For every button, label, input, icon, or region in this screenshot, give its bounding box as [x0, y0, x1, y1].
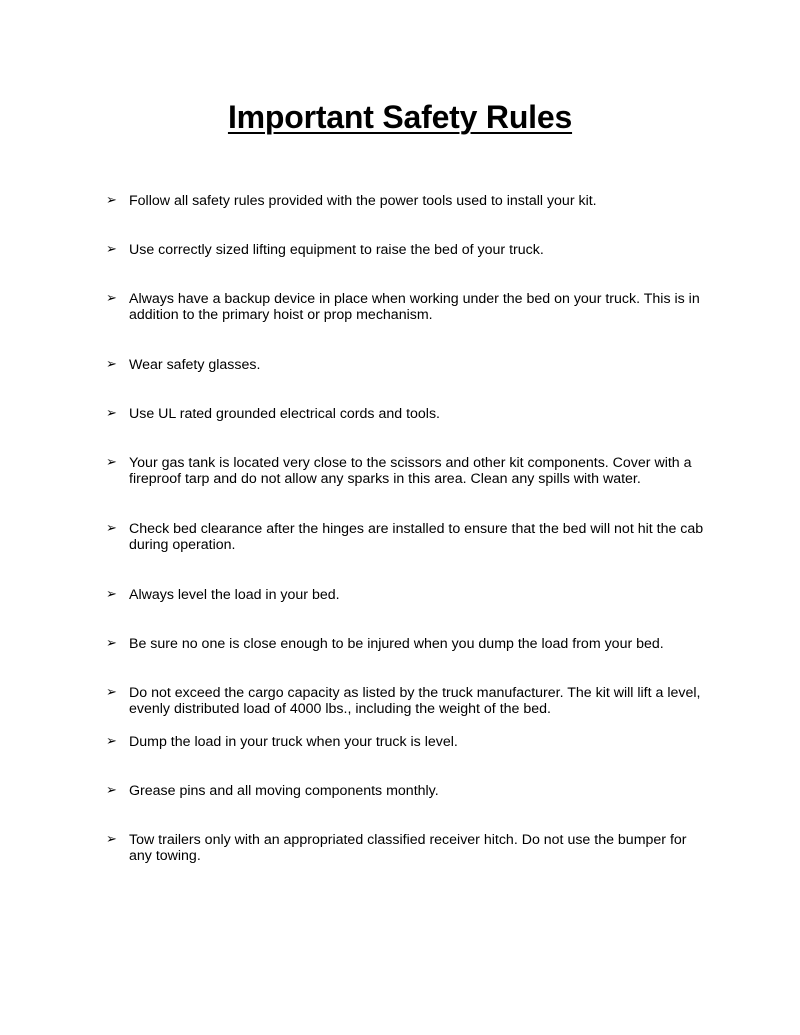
rule-text: Use UL rated grounded electrical cords and tools. [129, 406, 440, 422]
rule-text: Check bed clearance after the hinges are installed to ensure that the bed will not hit the cab during operation. [129, 521, 704, 553]
arrowhead-bullet-icon: ➢ [106, 357, 117, 372]
rule-item [106, 832, 706, 864]
rule-text: Use correctly sized lifting equipment to raise the bed of your truck. [129, 242, 544, 258]
rule-item [106, 193, 706, 209]
rule-item [106, 291, 706, 323]
arrowhead-bullet-icon: ➢ [106, 685, 117, 700]
rule-item [106, 242, 706, 258]
arrowhead-bullet-icon: ➢ [106, 193, 117, 208]
rule-text: Wear safety glasses. [129, 357, 261, 373]
rule-item [106, 521, 706, 553]
rule-text: Always level the load in your bed. [129, 587, 340, 603]
arrowhead-bullet-icon: ➢ [106, 832, 117, 847]
arrowhead-bullet-icon: ➢ [106, 783, 117, 798]
rule-text: Grease pins and all moving components monthly. [129, 783, 439, 799]
rule-text: Be sure no one is close enough to be injured when you dump the load from your bed. [129, 636, 664, 652]
rule-item [106, 406, 706, 422]
arrowhead-bullet-icon: ➢ [106, 587, 117, 602]
arrowhead-bullet-icon: ➢ [106, 291, 117, 306]
rule-text: Always have a backup device in place when working under the bed on your truck. This is in addition to the primary hoist or prop mechanism. [129, 291, 700, 323]
rule-text: Your gas tank is located very close to the scissors and other kit components. Cover with a fireproof tarp and do not allow any sparks in this area. Clean any spills with water. [129, 455, 692, 487]
rule-text: Tow trailers only with an appropriated classified receiver hitch. Do not use the bumper for any towing. [129, 832, 687, 864]
arrowhead-bullet-icon: ➢ [106, 521, 117, 536]
arrowhead-bullet-icon: ➢ [106, 455, 117, 470]
rule-item [106, 587, 706, 603]
arrowhead-bullet-icon: ➢ [106, 406, 117, 421]
rule-item [106, 636, 706, 652]
rule-item [106, 455, 706, 487]
rule-item [106, 685, 706, 717]
rule-text: Dump the load in your truck when your truck is level. [129, 734, 458, 750]
page-title: Important Safety Rules [227, 99, 573, 135]
rule-item [106, 783, 706, 799]
rule-item [106, 734, 706, 750]
rule-item [106, 357, 706, 373]
arrowhead-bullet-icon: ➢ [106, 636, 117, 651]
arrowhead-bullet-icon: ➢ [106, 734, 117, 749]
rule-text: Do not exceed the cargo capacity as listed by the truck manufacturer. The kit will lift a level, evenly distributed load of 4000 lbs., including the weight of the bed. [129, 685, 701, 717]
rule-text: Follow all safety rules provided with the power tools used to install your kit. [129, 193, 597, 209]
arrowhead-bullet-icon: ➢ [106, 242, 117, 257]
